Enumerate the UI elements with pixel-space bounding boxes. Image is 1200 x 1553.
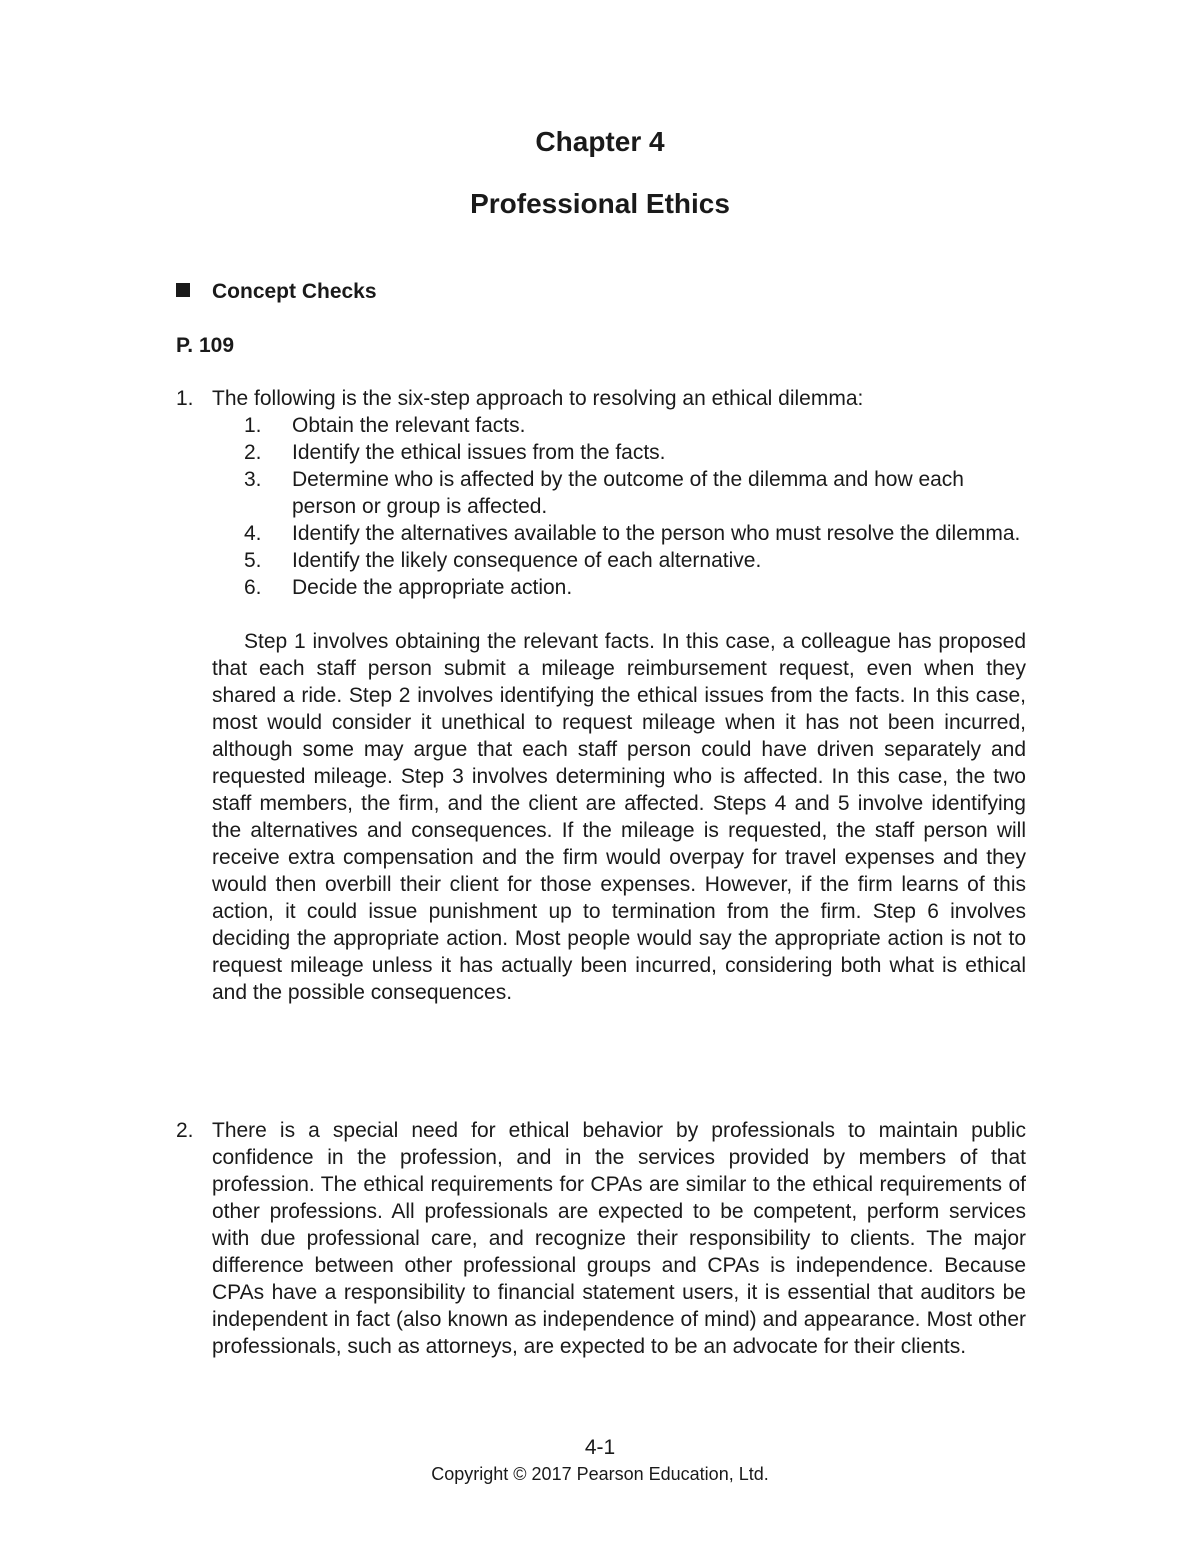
list-item [212,574,1026,601]
list-item [212,439,1026,466]
square-bullet-icon [176,283,190,297]
discussion-paragraph: Step 1 involves obtaining the relevant facts. In this case, a colleague has proposed that each staff person submit a mileage reimbursement request, even when they shared a ride. Step 2 involves identifying the ethical issues from the facts. In this case, most would consider it unethical to request mileage when it has not been incurred, although some may argue that each staff person could have driven separately and requested mileage. Step 3 involves determining who is affected. In this case, the two staff members, the firm, and the client are affected. Steps 4 and 5 involve identifying the alternatives and consequences. If the mileage is requested, the staff person will receive extra compensation and the firm would overpay for travel expenses and they would then overbill their client for those expenses. However, if the firm learns of this action, it could issue punishment up to termination from the firm. Step 6 involves deciding the appropriate action. Most people would say the appropriate action is not to request mileage unless it has actually been incurred, considering both what is ethical and the possible consequences. [212,630,1026,1004]
step-number: 2. [244,441,262,464]
chapter-number: Chapter 4 [535,126,665,157]
copyright-notice: Copyright © 2017 Pearson Education, Ltd. [431,1464,769,1484]
steps-list [212,412,1026,601]
step-text: Identify the likely consequence of each alternative. [292,549,762,572]
list-item [212,412,1026,439]
list-item [212,547,1026,574]
step-number: 1. [244,414,262,437]
question-intro: The following is the six-step approach to resolving an ethical dilemma: [212,387,864,410]
chapter-title: Professional Ethics [470,188,730,219]
section-heading-text: Concept Checks [212,280,377,303]
question-2 [176,1117,1026,1360]
list-item [212,466,1026,520]
question-1 [176,385,1026,1006]
page-reference: P. 109 [176,334,235,357]
question-number: 2. [176,1119,194,1142]
list-item [212,520,1026,547]
step-number: 6. [244,576,262,599]
question-body [212,385,1026,1006]
step-number: 5. [244,549,262,572]
page-number: 4-1 [584,1436,616,1459]
question-number: 1. [176,387,194,410]
section-heading [176,278,377,306]
step-text: Obtain the relevant facts. [292,414,526,437]
question-body: There is a special need for ethical behavior by professionals to maintain public confidence in the profession, and in the services provided by members of that profession. The ethical requirements for CPAs are similar to the ethical requirements of other professions. All professionals are expected to be competent, perform services with due professional care, and recognize their responsibility to clients. The major difference between other professional groups and CPAs is independence. Because CPAs have a responsibility to financial statement users, it is essential that auditors be independent in fact (also known as independence of mind) and appearance. Most other professionals, such as attorneys, are expected to be an advocate for their clients. [212,1119,1026,1358]
step-text: Identify the alternatives available to the person who must resolve the dilemma. [292,522,1021,545]
step-text: Identify the ethical issues from the facts. [292,441,666,464]
step-text: Decide the appropriate action. [292,576,573,599]
step-number: 4. [244,522,262,545]
step-text: Determine who is affected by the outcome of the dilemma and how each person or group is affected. [292,468,964,518]
step-number: 3. [244,468,262,491]
